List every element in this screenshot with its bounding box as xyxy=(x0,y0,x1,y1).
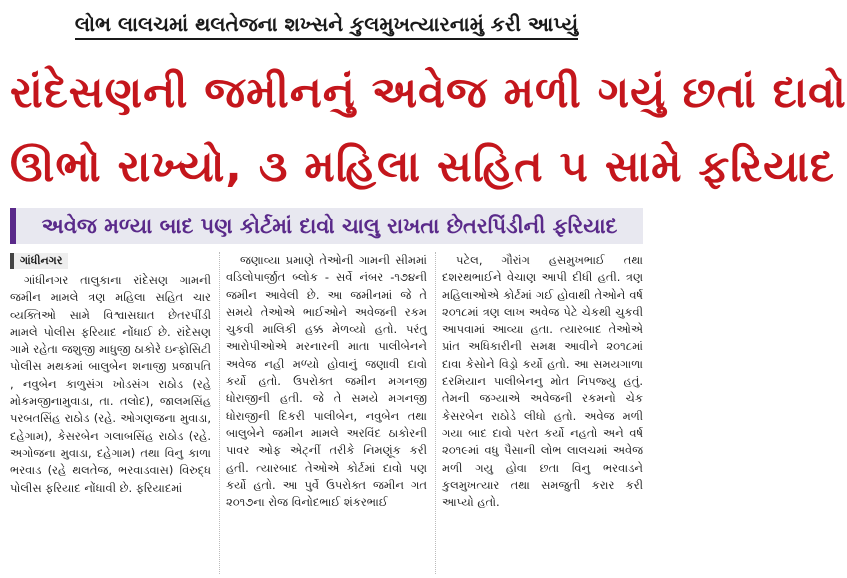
subheadline-bar xyxy=(10,208,643,244)
article-column-3 xyxy=(435,252,643,574)
article-body xyxy=(10,252,643,574)
article-paragraph-2: જણાવ્યા પ્રમાણે તેઓની ગામની સીમમાં વડિલોપાર્જીત બ્લોક - સર્વે નંબર -૧૭૪ની જમીન આવેલી છે. આ જમીનમાં જે તે સમયે તેઓએ ભાઈઓને અવેજની રકમ ચુકવી માલિકી હક્ક મેળવ્યો હતો. પરંતુ આરોપીઓએ મરનારની માતા પાલીબેનને અવેજ નહી મળ્યો હોવાનું જણાવી દાવો કર્યો હતો. ઉપરોક્ત જમીન મગનજી ધોરાજીની હતી. જે તે સમયે મગનજી ધોરાજીની દિકરી પાલીબેન, નવુબેન તથા બાલુબેને જમીન મામલે અરવિંદ ઠાકોરની પાવર ઓફ એટ્નીં તરીકે નિમણૂંક કરી હતી. ત્યારબાદ તેઓએ કોર્ટમાં દાવો પણ કર્યો હતો. આ પુર્વે ઉપરોક્ત જમીન ગત ૨૦૧૭ના રોજ વિનોદભાઈ શંકરભાઈ xyxy=(226,253,427,510)
article-column-1 xyxy=(10,252,211,574)
main-headline-line-1: રાંદેસણની જમીનનું અવેજ મળી ગયું છતાં દાવો xyxy=(10,68,847,118)
subheadline-text: અવેજ મળ્યા બાદ પણ કોર્ટમાં દાવો ચાલુ રાખતા છેતરપિંડીની ફરિયાદ xyxy=(41,214,618,238)
dateline: ગાંધીનગર xyxy=(10,253,68,269)
kicker-headline xyxy=(0,4,653,44)
article-paragraph-1: ગાંધીનગર તાલુકાના રાંદેસણ ગામની જમીન મામલે ત્રણ મહિલા સહિત ચાર વ્યક્તિઓ સામે વિશ્વાસઘાત છેતરપીંડી મામલે પોલીસ ફરિયાદ નોંધાઈ છે. રાંદેસણ ગામે રહેતા જશુજી માધુજી ઠાકોરે ઇન્ફોસિટી પોલીસ મથકમાં બાલુબેન શનાજી પ્રજાપતિ , નવુબેન કાળુસંગ ખોડસંગ રાઠોડ (રહે મોકમજીનામુવાડા, તા. તલોદ), જાલમસિંહ પરબતસિંહ રાઠોડ (રહે. ઓગણજના મુવાડા, દહેગામ), કેસરબેન ગલાબસિંહ રાઠોડ (રહે. અગોજના મુવાડા, દહેગામ) તથા વિનુ કાળા ભરવાડ (રહે થલતેજ, ભરવાડવાસ) વિરુદ્ધ પોલીસ ફરિયાદ નોંધાવી છે. ફરિયાદમાં xyxy=(10,273,211,495)
main-headline-line-2: ઊભો રાખ્યો, ૩ મહિલા સહિત ૫ સામે ફરિયાદ xyxy=(10,142,835,192)
kicker-text: લોભ લાલચમાં થલતેજના શખ્સને કુલમુખત્યારનામું કરી આપ્યું xyxy=(75,12,578,40)
article-column-2 xyxy=(219,252,427,574)
article-paragraph-3: પટેલ, ગૌરાંગ હસમુખભાઈ તથા દશરથભાઈને વેચાણ આપી દીધી હતી. ત્રણ મહિલાઓએ કોર્ટમાં ગઈ હોવાથી તેઓને વર્ષ ૨૦૧૮માં ત્રણ લાખ અવેજ પેટે ચેકથી ચુકવી આપવામાં આવ્યા હતા. ત્યારબાદ તેઓએ પ્રાંત અધિકારીની સમક્ષ આવીને ૨૦૧૮માં દાવા કેસોને વિડ્રો કર્યો હતો. આ સમયગાળા દરમિયાન પાલીબેનનુ મોત નિપજ્યુ હતું. તેમની જગ્યાએ અવેજની રકમનો ચેક કેસરબેન રાઠોડે લીધો હતો. અવેજ મળી ગયા બાદ દાવો પરત કર્યો નહતો અને વર્ષ ૨૦૧૯માં વધુ પૈસાની લોભ લાલચમાં અવેજ મળી ગયુ હોવા છતા વિનુ ભરવાડને કુલમુખત્યાર તથા સમજુતી કરાર કરી આપ્યો હતો. xyxy=(442,253,643,510)
